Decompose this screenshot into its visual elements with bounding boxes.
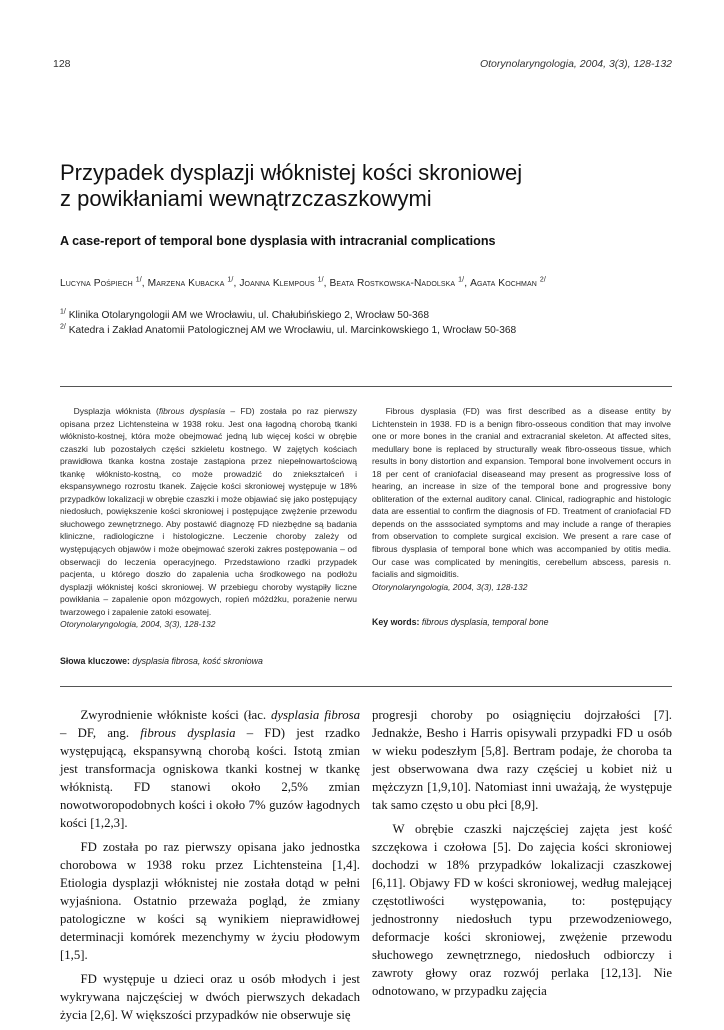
page-header — [53, 58, 672, 70]
keywords-label: Key words: — [372, 617, 420, 627]
abstract-text: Dysplazja włóknista ( — [73, 406, 159, 416]
author-affiliation-mark: 1/ — [317, 276, 324, 284]
abstract-english — [372, 405, 671, 593]
abstract-text: – FD) została po raz pierwszy opisana przez Lichtensteina w 1938 roku. Jest ona łagodną chorobą tkanki włóknisto-kostnej, która może obejmować jedną lub więcej kości w obrębie czaszki lub pozostałych części szkieletu kostnego. W zajętych kościach prawidłowa tkanka kostna zostaje zastąpiona przez niepełnowartościową tkankę włóknisto-kostną, co może prowadzić do zniekształceń i ekspansywnego rozrostu tkanek. Zajęcie kości skroniowej występuje w 18% przypadków lokalizacji w obrębie czaszki i może objawiać się jako postępujący niedosłuch, powiększenie kości skroniowej i postępujące zwężenie przewodu słuchowego zewnętrznego. Aby postawić diagnozę FD niezbędne są badania kliniczne, radiologiczne i histologiczne. Leczenie choroby zależy od występujących objawów i może obejmować szeroki zakres postępowania – od obserwacji do leczenia operacyjnego. Przedstawiono rzadki przypadek pacjenta, u którego doszło do zapalenia ucha środkowego na podłożu dysplazji włóknistej kości skroniowej. W przebiegu choroby wystąpiły liczne powikłania – zapalenie opon mózgowych, ropień móżdżku, porażenie nerwu twarzowego i zapalenie zatoki esowatej. — [60, 406, 357, 617]
body-paragraph: FD występuje u dzieci oraz u osób młodych i jest wykrywana najczęściej w dwóch pierwszych dekadach życia [2,6]. W większości przypadków nie obserwuje się — [60, 972, 360, 1022]
body-paragraph: FD została po raz pierwszy opisana jako jednostka chorobowa w 1938 roku przez Lichtensteina [1,4]. Etiologia dysplazji włóknistej nie została dotąd w pełni wyjaśniona. Ostatnio przeważa pogląd, że zmiany patologiczne w kości są wynikiem nieprawidłowej determinacji komórek mezenchymy w życiu płodowym [1,5]. — [60, 840, 360, 962]
author-list: Lucyna Pośpiech $^{1/}$, Marzena Kubacka $^{1/}$, Joanna Klempous $^{1/}$, Beata Rostkowska-Nadolska $^{1/}$, Agata Kochman $^{2/}$ — [60, 276, 546, 289]
author-name: Marzena Kubacka — [147, 278, 225, 289]
abstract-citation: Otorynolaryngologia, 2004, 3(3), 128-132 — [60, 619, 216, 630]
affiliation-mark: 2/ — [60, 323, 66, 331]
keywords-label: Słowa kluczowe: — [60, 656, 130, 666]
author-affiliation-mark: 1/ — [227, 276, 234, 284]
keywords-value: fibrous dysplasia, temporal bone — [421, 617, 549, 627]
english-term: fibrous dysplasia — [140, 726, 236, 740]
author-name: Lucyna Pośpiech — [60, 278, 133, 289]
keywords-english — [372, 617, 672, 627]
author-name: Agata Kochman — [470, 278, 537, 289]
title-line-1: Przypadek dysplazji włóknistej kości skroniowej — [60, 160, 523, 185]
divider-bottom — [60, 686, 672, 687]
english-title: A case-report of temporal bone dysplasia with intracranial complications — [60, 234, 496, 248]
keywords-polish — [60, 656, 360, 666]
journal-reference: Otorynolaryngologia, 2004, 3(3), 128-132 — [479, 58, 672, 70]
article-title — [60, 160, 660, 212]
body-paragraph: progresji choroby po osiągnięciu dojrzałości [7]. Jednakże, Besho i Harris opisywali przypadki FD u osób w wieku podeszłym [5,8]. Bertram podaje, że choroba ta jest obserwowana dwa razy częściej u kobiet niż u mężczyzn [1,9,10]. Natomiast inni uważają, że występuje tak samo często u obu płci [8,9]. — [372, 708, 672, 812]
abstract-text: Fibrous dysplasia (FD) was first described as a disease entity by Lichtenstein in 1938. FD is a benign fibro-osseous condition that may involve one or more bones in the cranial and extracranial skeleton. At affected sites, medullary bone is replaced by structurally weak fibro-osseous tissue, which results in bony distortion and expansion. Temporal bone involvement occurs in 18 per cent of craniofacial diseaseand may present as progressive loss of hearing, an increase in size of the temporal bone and progressive bony obliteration of the external auditory canal. Clinical, radiographic and histologic data are essential to confirm the diagnosis of FD. Treatment of craniofacial FD depends on the asssociated symptoms and may include a range of therapies from observation to complete surgical excision. We present a rare case of fibrous dysplasia of temporal bone which was accompanied by otitis media. Our case was complicated by meningitis, cerebellum abscess, paresis n. facialis and sigmoiditis. — [372, 406, 671, 580]
author-name: Joanna Klempous — [239, 278, 315, 289]
body-text: – FD) jest rzadko występującą, ekspansywną chorobą kości. Istotą zmian jest transformacja ogniskowa tkanki kostnej w tkankę włóknistą. FD stanowi około 2,5% zmian nowotworopodobnych kości i około 7% guzów łagodnych kości [1,2,3]. — [60, 726, 360, 830]
divider-top — [60, 386, 672, 387]
affiliations — [60, 308, 680, 338]
affiliation-mark: 1/ — [60, 308, 66, 316]
abstract-term: fibrous dysplasia — [158, 406, 226, 416]
body-text: Zwyrodnienie włókniste kości (łac. — [80, 708, 271, 722]
body-paragraph: W obrębie czaszki najczęściej zajęta jest kość szczękowa i czołowa [5]. Do zajęcia kości skroniowej dochodzi w 18% przypadków lokalizacji czaszkowej [6,11]. Objawy FD w kości skroniowej, według malejącej częstotliwości występowania, to: postępujący jednostronny niedosłuch typu przewodzeniowego, deformacje kości skroniowej, zwężenie przewodu słuchowego zewnętrznego, niedosłuch odbiorczy i zawroty głowy oraz rozwój perlaka [12,13]. Nie odnotowano, w przypadku zajęcia — [372, 822, 672, 998]
affiliation-item — [60, 323, 680, 338]
body-column-right — [372, 706, 672, 1006]
abstract-citation: Otorynolaryngologia, 2004, 3(3), 128-132 — [372, 581, 528, 592]
author-name: Beata Rostkowska-Nadolska — [329, 278, 456, 289]
title-line-2: z powikłaniami wewnątrzczaszkowymi — [60, 186, 432, 211]
author-affiliation-mark: 1/ — [135, 276, 142, 284]
body-text: – DF, ang. — [60, 726, 141, 740]
affiliation-text: Klinika Otolaryngologii AM we Wrocławiu, ul. Chałubińskiego 2, Wrocław 50-368 — [68, 310, 430, 321]
affiliation-item — [60, 308, 680, 323]
affiliation-text: Katedra i Zakład Anatomii Patologicznej AM we Wrocławiu, ul. Marcinkowskiego 1, Wrocław 50-368 — [68, 325, 517, 336]
abstract-polish — [60, 405, 357, 631]
page-number: 128 — [53, 58, 71, 70]
keywords-value: dysplasia fibrosa, kość skroniowa — [132, 656, 263, 666]
author-affiliation-mark: 2/ — [539, 276, 546, 284]
body-column-left — [60, 706, 360, 1030]
body-paragraph — [60, 706, 360, 832]
author-affiliation-mark: 1/ — [458, 276, 465, 284]
latin-term: dysplasia fibrosa — [270, 708, 360, 722]
